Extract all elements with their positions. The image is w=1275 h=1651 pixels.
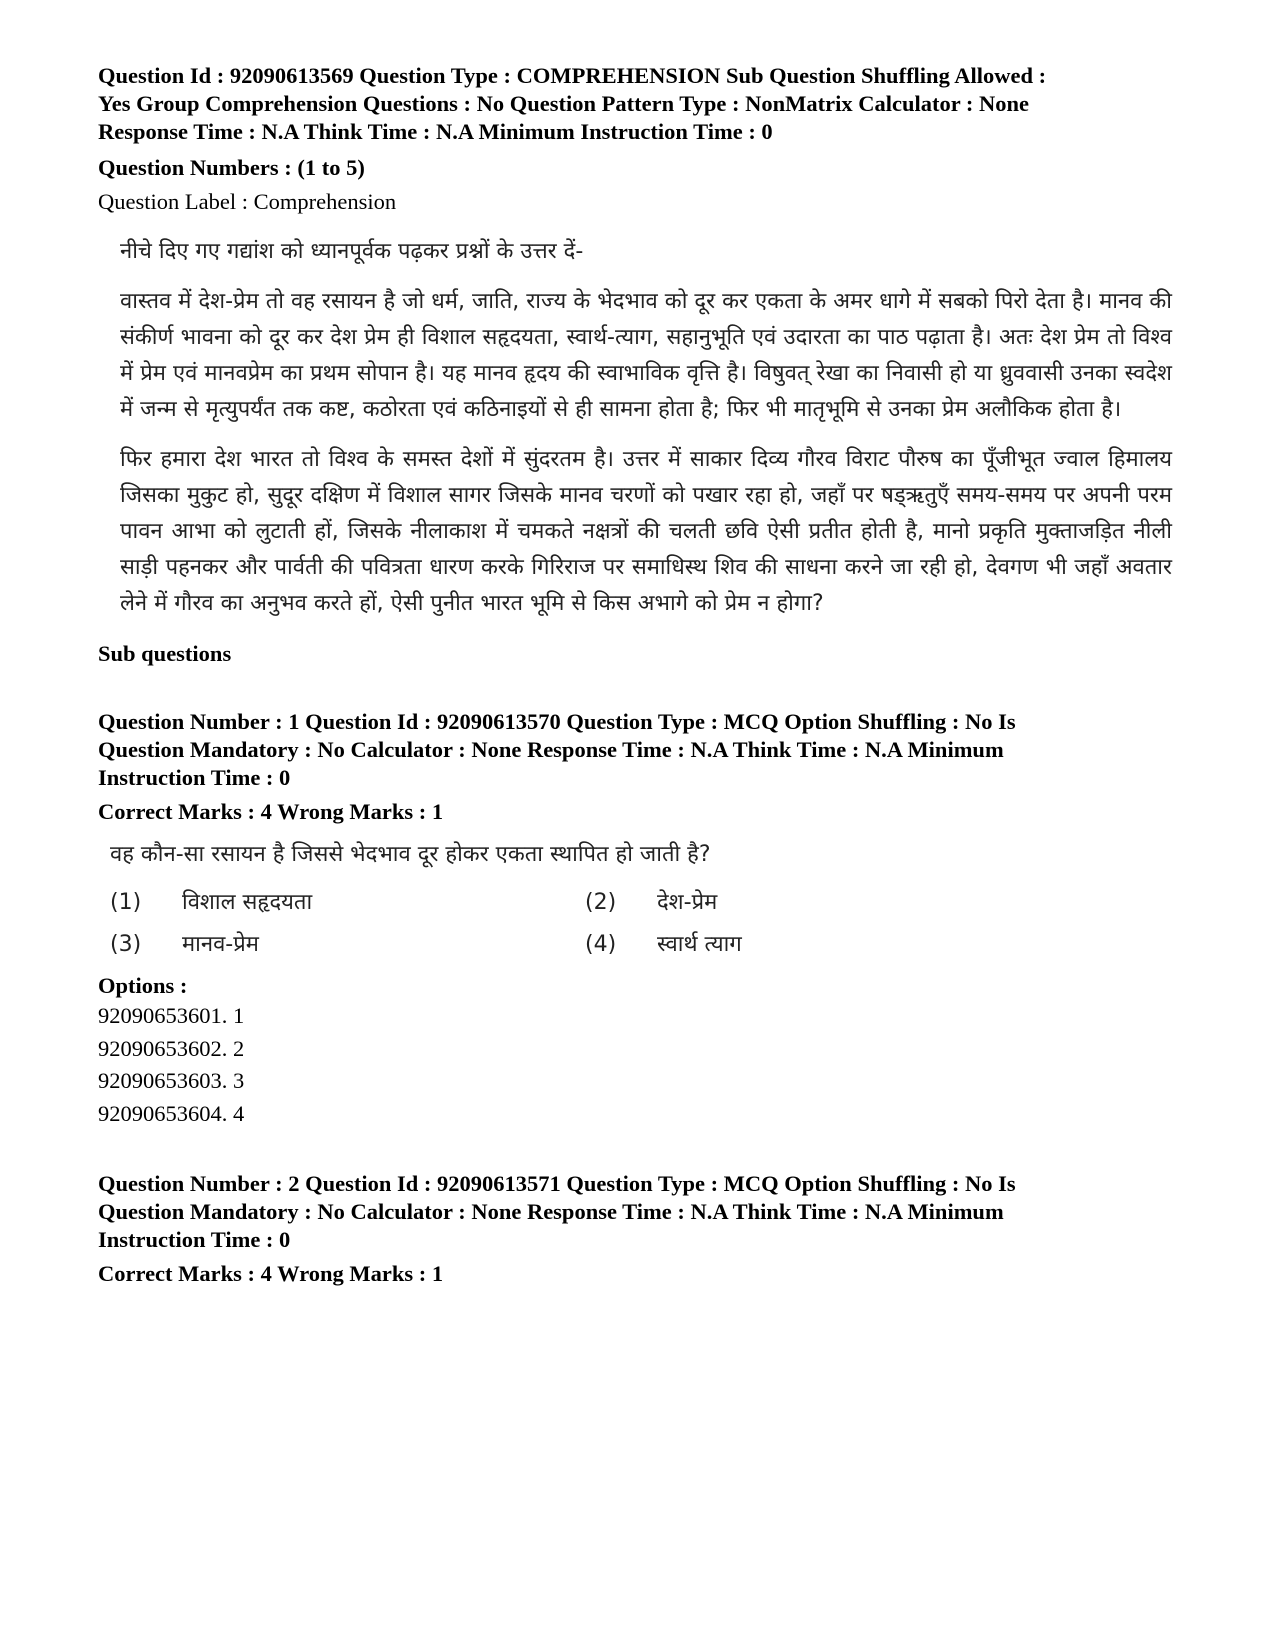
choice-number: (2) bbox=[585, 890, 617, 915]
question-1 bbox=[98, 708, 1188, 1130]
meta-line: Question Id : 92090613569 Question Type : COMPREHENSION Sub Question Shuffling Allowed : bbox=[98, 63, 1047, 88]
option-line: 92090653603. 3 bbox=[98, 1068, 245, 1093]
marks-line: Correct Marks : 4 Wrong Marks : 1 bbox=[98, 1261, 444, 1286]
choice-text: मानव-प्रेम bbox=[182, 932, 259, 957]
choice-item bbox=[110, 928, 585, 962]
options-heading: Options : bbox=[98, 973, 188, 998]
choice-number: (3) bbox=[110, 932, 142, 957]
passage-paragraph-2: फिर हमारा देश भारत तो विश्व के समस्त देशों में सुंदरतम है। उत्तर में साकार दिव्य गौरव विराट पौरुष का पूँजीभूत ज्वाल हिमालय जिसका मुकुट हो, सुदूर दक्षिण में विशाल सागर जिसके मानव चरणों को पखार रहा हो, जहाँ पर षड्ऋतुएँ समय-समय पर अपनी परम पावन आभा को लुटाती हों, जिसके नीलाकाश में चमकते नक्षत्रों की चलती छवि ऐसी प्रतीत होती है, मानो प्रकृति मुक्ताजड़ित नीली साड़ी पहनकर और पार्वती की पवित्रता धारण करके गिरिराज पर समाधिस्थ शिव की साधना करने जा रही हो, देवगण भी जहाँ अवतार लेने में गौरव का अनुभव करते हों, ऐसी पुनीत भारत भूमि से किस अभागे को प्रेम न होगा? bbox=[120, 447, 1172, 616]
meta-line: Response Time : N.A Think Time : N.A Minimum Instruction Time : 0 bbox=[98, 119, 773, 144]
meta-line: Question Mandatory : No Calculator : None Response Time : N.A Think Time : N.A Minimum bbox=[98, 737, 1004, 762]
comprehension-passage bbox=[120, 234, 1172, 622]
option-line: 92090653602. 2 bbox=[98, 1035, 245, 1061]
choice-number: (1) bbox=[110, 890, 142, 915]
choice-number: (4) bbox=[585, 932, 617, 957]
question-2 bbox=[98, 1170, 1188, 1288]
choice-item bbox=[110, 886, 585, 920]
choice-item bbox=[585, 886, 1060, 920]
choice-grid bbox=[110, 886, 1188, 962]
sub-questions-heading: Sub questions bbox=[98, 641, 232, 666]
choice-text: देश-प्रेम bbox=[657, 890, 718, 915]
meta-line: Instruction Time : 0 bbox=[98, 765, 291, 790]
meta-line: Yes Group Comprehension Questions : No Question Pattern Type : NonMatrix Calculator : None bbox=[98, 91, 1030, 116]
passage-paragraph-1: वास्तव में देश-प्रेम तो वह रसायन है जो धर्म, जाति, राज्य के भेदभाव को दूर कर एकता के अमर धागे में सबको पिरो देता है। मानव की संकीर्ण भावना को दूर कर देश प्रेम ही विशाल सहृदयता, स्वार्थ-त्याग, सहानुभूति एवं उदारता का पाठ पढ़ाता है। अतः देश प्रेम तो विश्व में प्रेम एवं मानवप्रेम का प्रथम सोपान है। यह मानव हृदय की स्वाभाविक वृत्ति है। विषुवत् रेखा का निवासी हो या ध्रुववासी उनका स्वदेश में जन्म से मृत्युपर्यंत तक कष्ट, कठोरता एवं कठिनाइयों से ही सामना होता है; फिर भी मातृभूमि से उनका प्रेम अलौकिक होता है। bbox=[120, 289, 1172, 422]
marks-line: Correct Marks : 4 Wrong Marks : 1 bbox=[98, 799, 444, 824]
option-line: 92090653604. 4 bbox=[98, 1100, 245, 1126]
meta-line: Question Number : 2 Question Id : 92090613571 Question Type : MCQ Option Shuffling : No Is bbox=[98, 1171, 1016, 1196]
choice-text: स्वार्थ त्याग bbox=[657, 932, 742, 957]
comprehension-meta bbox=[98, 62, 1188, 146]
document-page bbox=[98, 62, 1188, 1288]
choice-text: विशाल सहृदयता bbox=[182, 890, 313, 915]
meta-line: Instruction Time : 0 bbox=[98, 1227, 291, 1252]
question-numbers: Question Numbers : (1 to 5) bbox=[98, 155, 365, 180]
choice-item bbox=[585, 928, 1060, 962]
question-label: Question Label : Comprehension bbox=[98, 189, 397, 214]
passage-instruction: नीचे दिए गए गद्यांश को ध्यानपूर्वक पढ़कर प्रश्नों के उत्तर दें- bbox=[120, 239, 584, 264]
option-line: 92090653601. 1 bbox=[98, 1003, 245, 1028]
meta-line: Question Number : 1 Question Id : 92090613570 Question Type : MCQ Option Shuffling : No Is bbox=[98, 709, 1016, 734]
meta-line: Question Mandatory : No Calculator : None Response Time : N.A Think Time : N.A Minimum bbox=[98, 1199, 1004, 1224]
question-text: वह कौन-सा रसायन है जिससे भेदभाव दूर होकर एकता स्थापित हो जाती है? bbox=[110, 842, 711, 867]
